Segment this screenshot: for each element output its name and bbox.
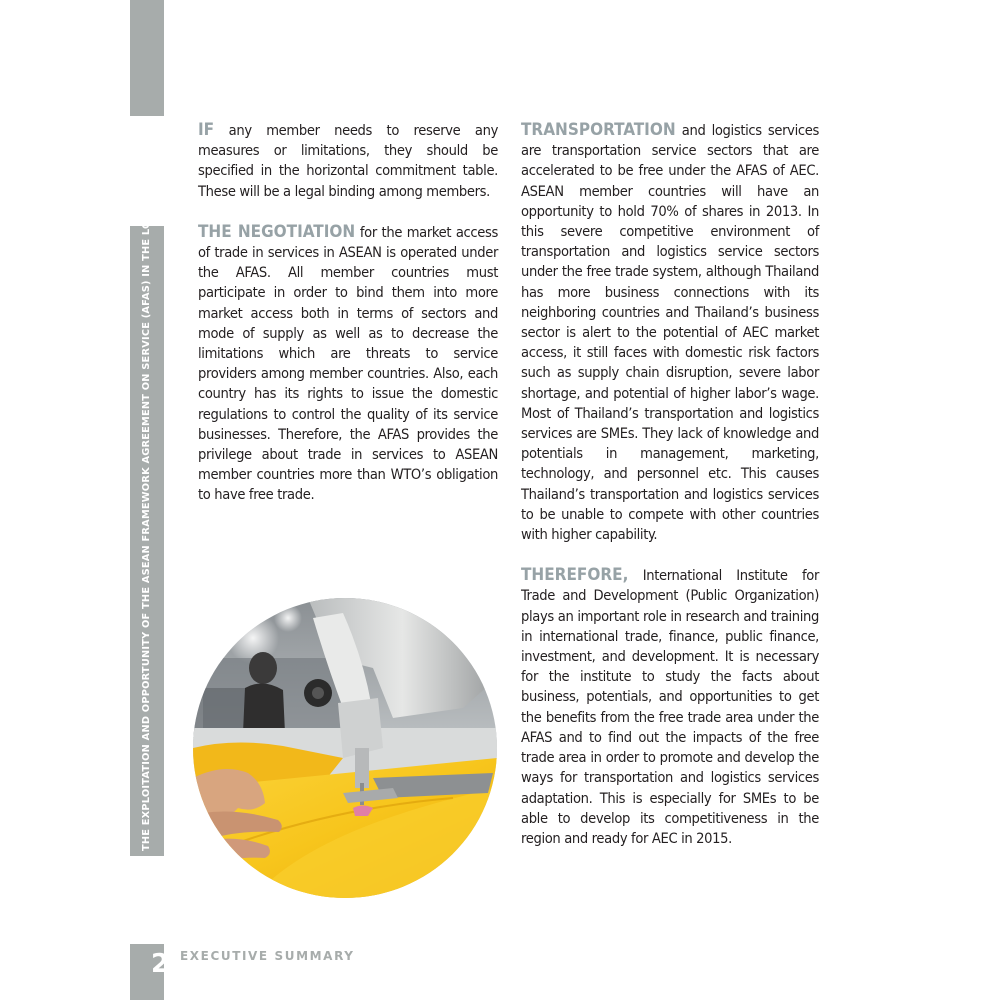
paragraph-lead: IF xyxy=(198,120,215,140)
side-vertical-title: THE EXPLOITATION AND OPPORTUNITY OF THE ASEAN FRAMEWORK AGREEMENT ON SERVICE (AFAS) IN THE LOGISTICS BUSINESS xyxy=(141,115,152,851)
right-text-column xyxy=(521,120,819,869)
page-number: 2 xyxy=(151,949,170,979)
paragraph-body: International Institute for Trade and Development (Public Organization) plays an important role in research and training in international trade, finance, public finance, investment, and development. It is necessary for the institute to study the facts about business, potentials, and opportunities to get the benefits from the free trade area under the AFAS and to find out the impacts of the free trade area in order to promote and develop the ways for transportation and logistics services adaptation. This is especially for SMEs to be able to develop its competitiveness in the region and ready for AEC in 2015. xyxy=(521,567,819,847)
paragraph-lead: TRANSPORTATION xyxy=(521,120,676,140)
paragraph-therefore xyxy=(521,565,819,849)
sewing-machine-photo xyxy=(193,598,497,898)
paragraph-negotiation xyxy=(198,222,498,506)
sewing-illustration xyxy=(193,598,497,898)
paragraph-body: for the market access of trade in services in ASEAN is operated under the AFAS. All member countries must participate in order to bind them into more market access both in terms of sectors and mode of supply as well as to decrease the limitations which are threats to service providers among member countries. Also, each country has its rights to issue the domestic regulations to control the quality of its service businesses. Therefore, the AFAS provides the privilege about trade in services to ASEAN member countries more than WTO’s obligation to have free trade. xyxy=(198,223,498,504)
paragraph-lead: THE NEGOTIATION xyxy=(198,221,356,242)
paragraph-body: any member needs to reserve any measures or limitations, they should be specified in the horizontal commitment table. These will be a legal binding among members. xyxy=(198,122,498,200)
paragraph-lead: THEREFORE, xyxy=(521,565,629,586)
paragraph-if xyxy=(198,120,498,202)
left-text-column xyxy=(198,120,498,526)
top-accent-bar xyxy=(130,0,164,116)
paragraph-transportation xyxy=(521,120,819,545)
paragraph-body: and logistics services are transportation service sectors that are accelerated to be free under the AFAS of AEC. ASEAN member countries will have an opportunity to hold 70% of shares in 2013. In this severe competitive environment of transportation and logistics service sectors under the free trade system, although Thailand has more business connections with its neighboring countries and Thailand’s business sector is alert to the potential of AEC market access, it still faces with domestic risk factors such as supply chain disruption, severe labor shortage, and potential of higher labor’s wage. Most of Thailand’s transportation and logistics services are SMEs. They lack of knowledge and potentials in management, marketing, technology, and personnel etc. This causes Thailand’s transportation and logistics services to be unable to compete with other countries with higher capability. xyxy=(521,122,819,544)
section-label: EXECUTIVE SUMMARY xyxy=(180,949,355,963)
